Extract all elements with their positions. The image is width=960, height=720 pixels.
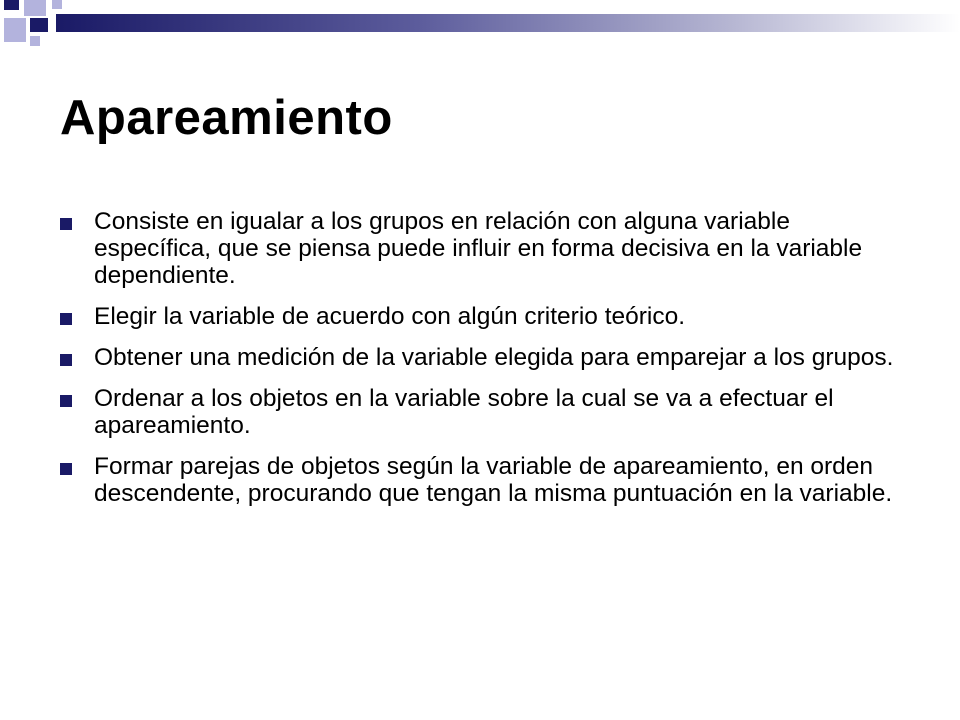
decorative-square bbox=[30, 18, 48, 32]
decorative-square bbox=[30, 36, 40, 46]
bullet-text: Formar parejas de objetos según la variable de apareamiento, en orden descendente, procurando que tengan la misma puntuación en la variable. bbox=[94, 453, 893, 507]
bullet-item bbox=[58, 385, 908, 439]
square-bullet-icon bbox=[60, 218, 72, 230]
bullet-list bbox=[58, 208, 908, 521]
bullet-item bbox=[58, 344, 908, 371]
header-gradient-bar bbox=[56, 14, 960, 32]
decorative-square bbox=[4, 0, 19, 10]
bullet-text: Obtener una medición de la variable elegida para emparejar a los grupos. bbox=[94, 344, 894, 371]
decorative-square bbox=[4, 18, 26, 42]
decorative-square bbox=[52, 0, 62, 9]
square-bullet-icon bbox=[60, 463, 72, 475]
square-bullet-icon bbox=[60, 395, 72, 407]
decorative-square bbox=[24, 0, 46, 16]
square-bullet-icon bbox=[60, 354, 72, 366]
square-bullet-icon bbox=[60, 313, 72, 325]
bullet-item bbox=[58, 453, 908, 507]
bullet-item bbox=[58, 208, 908, 289]
bullet-text: Elegir la variable de acuerdo con algún criterio teórico. bbox=[94, 303, 686, 330]
bullet-item bbox=[58, 303, 908, 330]
bullet-text: Consiste en igualar a los grupos en relación con alguna variable específica, que se piensa puede influir en forma decisiva en la variable dependiente. bbox=[94, 208, 863, 289]
bullet-text: Ordenar a los objetos en la variable sobre la cual se va a efectuar el apareamiento. bbox=[94, 385, 834, 439]
slide-title: Apareamiento bbox=[60, 91, 393, 145]
